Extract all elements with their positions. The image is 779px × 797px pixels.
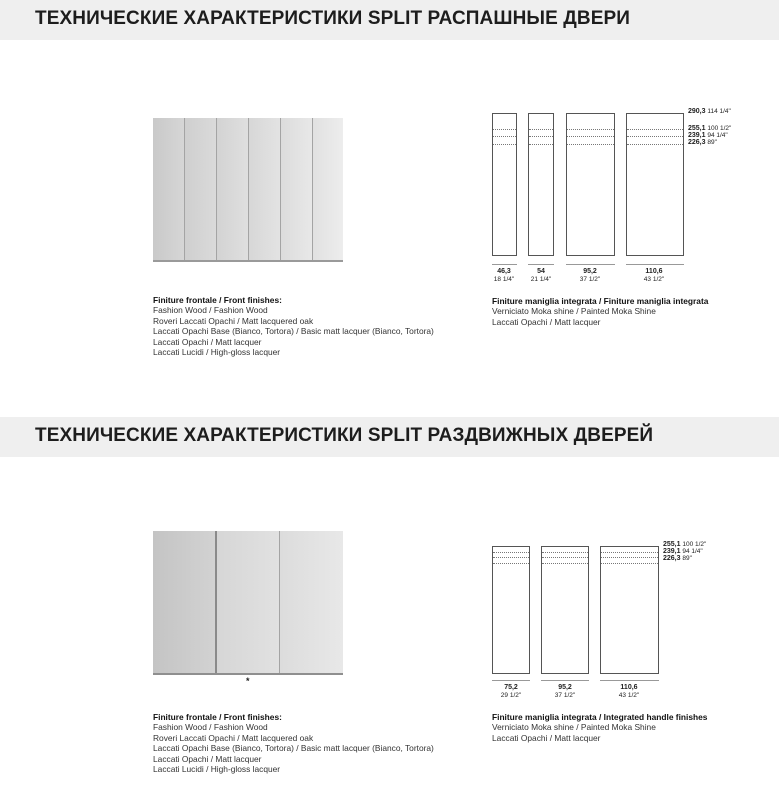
door-outline [566, 113, 615, 256]
finish-item: Laccati Lucidi / High-gloss lacquer [153, 347, 281, 358]
finish-item: Laccati Opachi Base (Bianco, Tortora) / Basic matt lacquer (Bianco, Tortora) [153, 326, 434, 337]
width-label: 46,3 18 1/4" [493, 268, 515, 283]
height-label: 239,1 94 1/4" [663, 548, 703, 555]
finish-item: Roveri Laccati Opachi / Matt lacquered oak [153, 732, 314, 743]
front-finishes-title: Finiture frontale / Front finishes: [153, 712, 282, 722]
finish-item: Laccati Opachi / Matt lacquer [153, 753, 262, 764]
hinged-wardrobe-image [153, 118, 343, 260]
finish-item: Laccati Opachi Base (Bianco, Tortora) / Basic matt lacquer (Bianco, Tortora) [153, 743, 434, 754]
section-title-sliding: ТЕХНИЧЕСКИЕ ХАРАКТЕРИСТИКИ SPLIT РАЗДВИЖНЫХ ДВЕРЕЙ [35, 425, 654, 446]
sliding-wardrobe-image [153, 531, 343, 673]
width-label: 95,2 37 1/2" [579, 268, 601, 283]
width-label: 110,6 43 1/2" [618, 684, 640, 699]
width-label: 110,6 43 1/2" [643, 268, 665, 283]
door-outline [626, 113, 684, 256]
section-header-sliding [0, 417, 779, 457]
height-label: 290,3 114 1/4" [688, 108, 731, 115]
finish-item: Roveri Laccati Opachi / Matt lacquered oak [153, 315, 314, 326]
front-finishes-title: Finiture frontale / Front finishes: [153, 295, 282, 305]
section-header-hinged [0, 0, 779, 40]
handle-finishes-hinged [492, 296, 708, 327]
finish-item: Laccati Lucidi / High-gloss lacquer [153, 764, 281, 775]
finish-item: Laccati Opachi / Matt lacquer [153, 336, 262, 347]
finish-item: Laccati Opachi / Matt lacquer [492, 316, 601, 327]
height-label: 255,1 100 1/2" [688, 125, 732, 132]
finish-item: Verniciato Moka shine / Painted Moka Shine [492, 306, 656, 317]
height-label: 239,1 94 1/4" [688, 132, 728, 139]
door-outline [541, 546, 589, 674]
door-outline [600, 546, 659, 674]
front-finishes-sliding [153, 712, 434, 774]
finish-item: Verniciato Moka shine / Painted Moka Shine [492, 722, 656, 733]
width-label: 75,2 29 1/2" [500, 684, 522, 699]
height-label: 226,3 89" [688, 139, 717, 146]
width-label: 54 21 1/4" [530, 268, 552, 283]
finish-item: Laccati Opachi / Matt lacquer [492, 732, 601, 743]
asterisk-mark: * [246, 676, 250, 686]
section-title-hinged: ТЕХНИЧЕСКИЕ ХАРАКТЕРИСТИКИ SPLIT РАСПАШНЫЕ ДВЕРИ [35, 8, 631, 29]
handle-finishes-title: Finiture maniglia integrata / Integrated handle finishes [492, 712, 708, 722]
door-outline [492, 546, 530, 674]
height-label: 226,3 89" [663, 555, 692, 562]
door-outline [528, 113, 554, 256]
handle-finishes-title: Finiture maniglia integrata / Finiture maniglia integrata [492, 296, 709, 306]
width-label: 95,2 37 1/2" [554, 684, 576, 699]
finish-item: Fashion Wood / Fashion Wood [153, 305, 268, 316]
handle-finishes-sliding [492, 712, 707, 743]
finish-item: Fashion Wood / Fashion Wood [153, 722, 268, 733]
front-finishes-hinged [153, 295, 434, 357]
door-outline [492, 113, 517, 256]
height-label: 255,1 100 1/2" [663, 541, 707, 548]
